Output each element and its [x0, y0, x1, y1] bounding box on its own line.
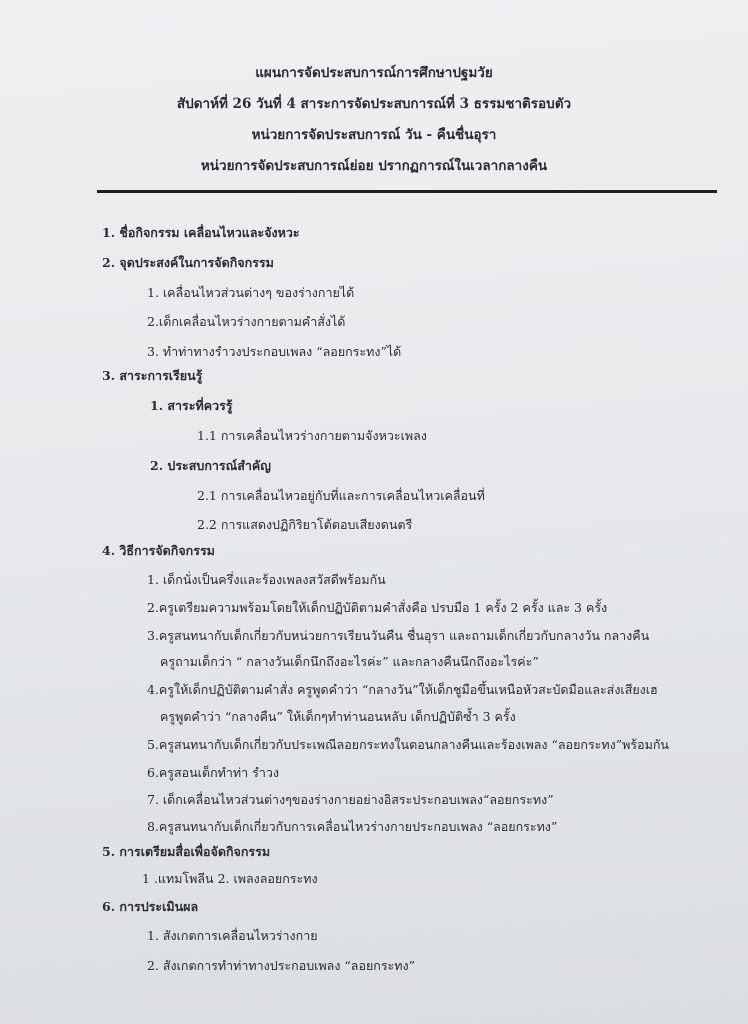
objective-2: 2.เด็กเคลื่อนไหวร่างกายตามคำสั่งได้ [147, 314, 346, 329]
procedure-step-7: 7. เด็กเคลื่อนไหวส่วนต่างๆของร่างกายอย่างอิสระประกอบเพลง“ลอยกระทง” [147, 792, 554, 807]
procedure-step-1: 1. เด็กนั่งเป็นครึ่งและร้องเพลงสวัสดีพร้อมกัน [147, 572, 386, 587]
procedure-step-2: 2.ครูเตรียมความพร้อมโดยให้เด็กปฏิบัติตามคำสั่งคือ ปรบมือ 1 ครั้ง 2 ครั้ง และ 3 ครั้ง [147, 600, 608, 615]
key-experience-2-2: 2.2 การแสดงปฏิกิริยาโต้ตอบเสียงดนตรี [197, 517, 413, 532]
document-header [0, 58, 748, 182]
section-6-heading: 6. การประเมินผล [102, 899, 199, 914]
content-knowledge-heading: 1. สาระที่ควรรู้ [150, 398, 233, 413]
procedure-step-3: 3.ครูสนทนากับเด็กเกี่ยวกับหน่วยการเรียนวันคืน ชื่นอุรา และถามเด็กเกี่ยวกับกลางวัน กลางคืน [147, 628, 650, 643]
section-5-heading: 5. การเตรียมสื่อเพื่อจัดกิจกรรม [102, 844, 271, 859]
procedure-step-5: 5.ครูสนทนากับเด็กเกี่ยวกับประเพณีลอยกระทงในตอนกลางคืนและร้องเพลง “ลอยกระทง”พร้อมกัน [147, 737, 669, 752]
evaluation-1: 1. สังเกตการเคลื่อนไหวร่างกาย [147, 928, 318, 943]
section-3-heading: 3. สาระการเรียนรู้ [102, 368, 203, 383]
evaluation-2: 2. สังเกตการทำท่าทางประกอบเพลง “ลอยกระทง” [147, 958, 416, 973]
plan-title: แผนการจัดประสบการณ์การศึกษาปฐมวัย [255, 65, 493, 81]
procedure-step-4: 4.ครูให้เด็กปฏิบัติตามคำสั่ง ครูพูดคำว่า “กลางวัน”ให้เด็กชูมือขึ้นเหนือหัวสะบัดมือและส่งเสียงเฮ [147, 682, 658, 697]
procedure-step-6: 6.ครูสอนเด็กทำท่า รำวง [147, 765, 279, 780]
unit-title: หน่วยการจัดประสบการณ์ วัน - คืนชื่นอุรา [251, 127, 497, 143]
section-1-activity-name: 1. ชื่อกิจกรรม เคลื่อนไหวและจังหวะ [102, 225, 300, 240]
header-divider [97, 190, 717, 193]
procedure-step-8: 8.ครูสนทนากับเด็กเกี่ยวกับการเคลื่อนไหวร่างกายประกอบเพลง “ลอยกระทง” [147, 819, 558, 834]
section-2-heading: 2. จุดประสงค์ในการจัดกิจกรรม [102, 255, 274, 270]
materials-list: 1 .แทมโพลีน 2. เพลงลอยกระทง [142, 871, 318, 886]
procedure-step-4-cont: ครูพูดคำว่า “กลางคืน” ให้เด็กๆทำท่านอนหลับ เด็กปฏิบัติซ้ำ 3 ครั้ง [160, 709, 516, 724]
week-day-subtitle: สัปดาห์ที่ 26 วันที่ 4 สาระการจัดประสบการณ์ที่ 3 ธรรมชาติรอบตัว [176, 96, 572, 112]
procedure-step-3-cont: ครูถามเด็กว่า “ กลางวันเด็กนึกถึงอะไรค่ะ” และกลางคืนนึกถึงอะไรค่ะ” [160, 654, 539, 669]
section-4-heading: 4. วิธีการจัดกิจกรรม [102, 543, 215, 558]
key-experience-heading: 2. ประสบการณ์สำคัญ [150, 458, 271, 473]
objective-3: 3. ทำท่าทางรำวงประกอบเพลง “ลอยกระทง”ได้ [147, 344, 402, 359]
key-experience-2-1: 2.1 การเคลื่อนไหวอยู่กับที่และการเคลื่อนไหวเคลื่อนที่ [197, 488, 485, 503]
content-knowledge-1-1: 1.1 การเคลื่อนไหวร่างกายตามจังหวะเพลง [197, 428, 427, 443]
subunit-title: หน่วยการจัดประสบการณ์ย่อย ปรากฏการณ์ในเวลากลางคืน [200, 158, 548, 174]
objective-1: 1. เคลื่อนไหวส่วนต่างๆ ของร่างกายได้ [147, 285, 355, 300]
